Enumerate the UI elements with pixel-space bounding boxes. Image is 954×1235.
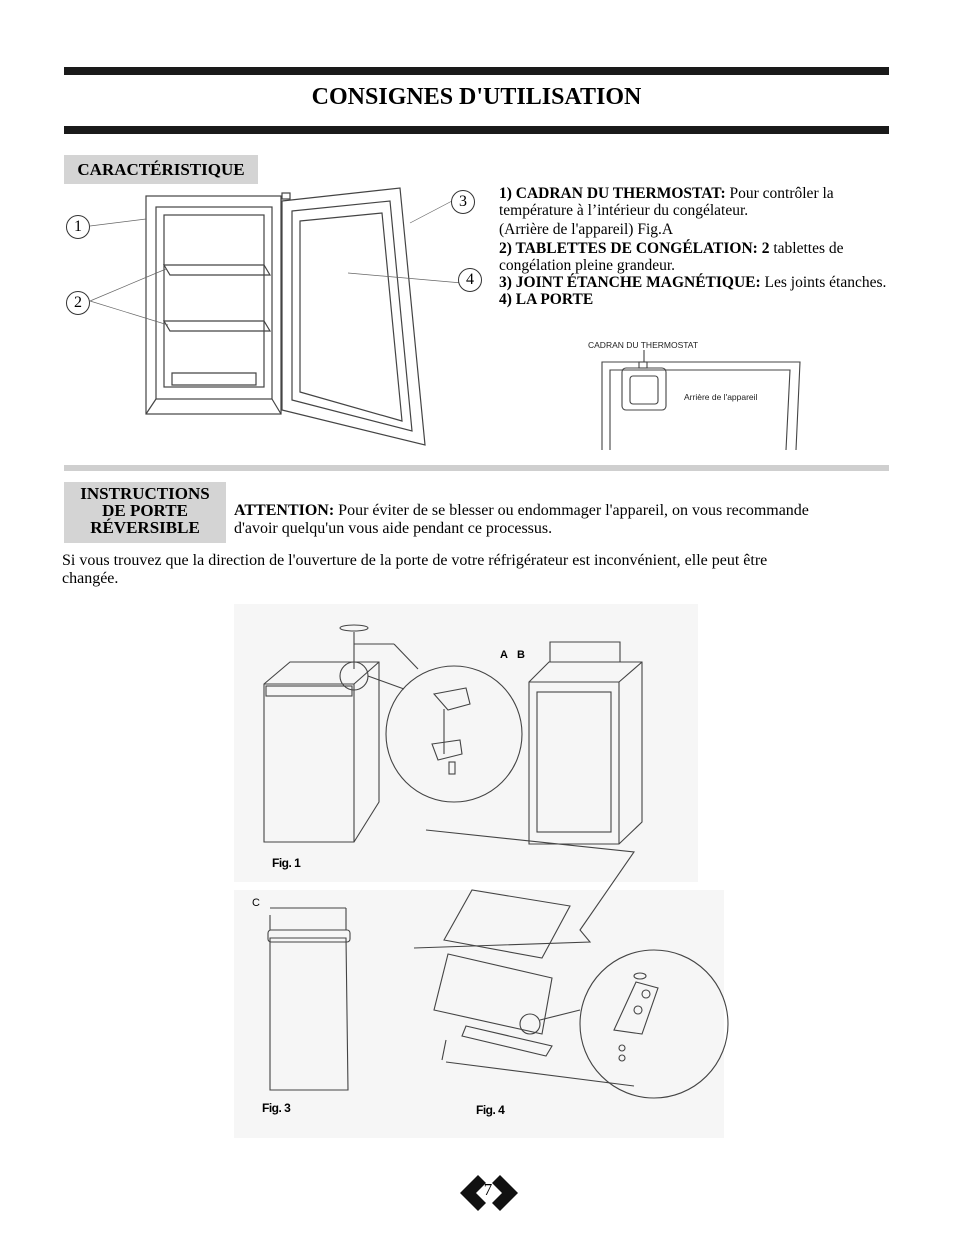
callout-2: 2 xyxy=(66,291,90,315)
instructions-body: Si vous trouvez que la direction de l'ouverture de la porte de votre réfrigérateur est inconvénient, elle peut être changée. xyxy=(62,552,768,587)
fig4-label: Fig. 4 xyxy=(476,1103,505,1117)
label-c: C xyxy=(252,897,260,909)
feature-3-text: Les joints étanches. xyxy=(760,274,887,291)
attention-label: ATTENTION: xyxy=(234,502,335,519)
fig3-fig4-door-drawing xyxy=(234,830,724,1138)
instructions-tag-line-3: RÉVERSIBLE xyxy=(90,518,200,537)
feature-3-heading: 3) JOINT ÉTANCHE MAGNÉTIQUE: xyxy=(499,274,761,291)
feature-1-heading: 1) CADRAN DU THERMOSTAT: xyxy=(499,185,726,202)
feature-item-4 xyxy=(499,291,894,308)
callout-3: 3 xyxy=(451,190,475,214)
freezer-illustration xyxy=(60,185,500,455)
section-tag-features: CARACTÉRISTIQUE xyxy=(64,155,258,184)
page-title: CONSIGNES D'UTILISATION xyxy=(311,84,642,110)
fig1-label: Fig. 1 xyxy=(272,856,301,870)
callout-4: 4 xyxy=(458,268,482,292)
figA-caption: CADRAN DU THERMOSTAT xyxy=(588,340,699,350)
feature-4-heading: 4) LA PORTE xyxy=(499,291,594,308)
feature-item-3 xyxy=(499,274,894,291)
feature-item-2 xyxy=(499,240,894,274)
section-divider xyxy=(64,465,889,471)
header-bottom-rule xyxy=(64,126,889,134)
feature-2-heading: 2) TABLETTES DE CONGÉLATION: 2 xyxy=(499,240,770,257)
callout-1: 1 xyxy=(66,215,90,239)
label-b: B xyxy=(517,649,525,661)
page-number: 7 xyxy=(483,1180,493,1199)
fig3-label: Fig. 3 xyxy=(262,1101,291,1115)
figA-label: Arrière de l'appareil xyxy=(684,392,758,402)
feature-1-text: Pour contrôler la température à l’intérieur du congélateur. xyxy=(499,185,834,219)
feature-1-extra: (Arrière de l'appareil) Fig.A xyxy=(499,221,674,238)
top-rule xyxy=(64,67,889,75)
instructions-tag-line-1: INSTRUCTIONS xyxy=(80,484,210,503)
label-a: A xyxy=(500,649,508,661)
instructions-tag-line-2: DE PORTE xyxy=(102,501,188,520)
attention-note xyxy=(234,502,834,538)
feature-list xyxy=(499,185,894,308)
attention-text: Pour éviter de se blesser ou endommager l'appareil, on vous recommande d'avoir quelqu'un vous aide pendant ce processus. xyxy=(234,502,809,537)
feature-2-text: tablettes de congélation pleine grandeur. xyxy=(499,240,844,274)
feature-item-1 xyxy=(499,185,894,219)
section-tag-instructions xyxy=(64,482,226,543)
